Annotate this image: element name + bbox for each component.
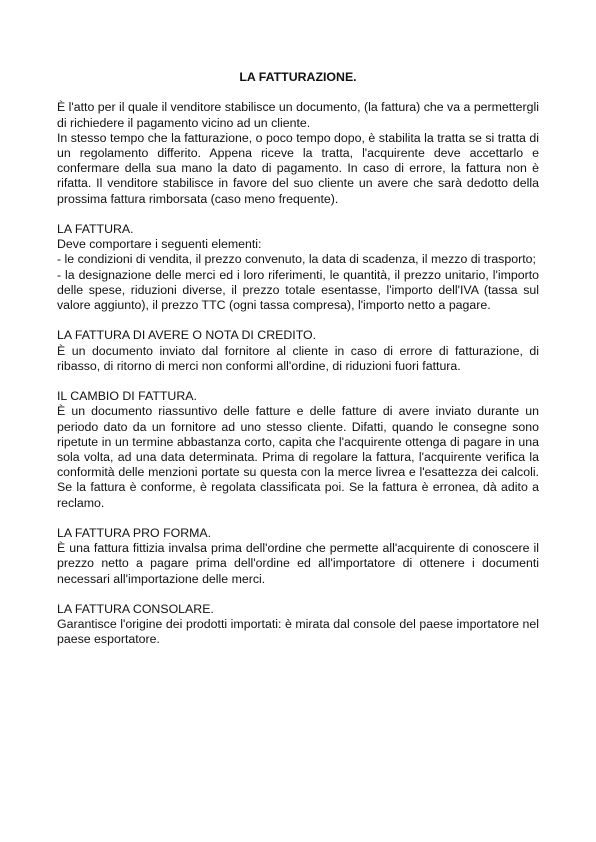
section-heading: IL CAMBIO DI FATTURA. [57, 389, 197, 404]
document-page [57, 70, 539, 648]
section-heading: LA FATTURA DI AVERE O NOTA DI CREDITO. [57, 328, 317, 343]
intro-paragraph-2: In stesso tempo che la fatturazione, o poco tempo dopo, è stabilita la tratta se si tratta di un regolamento differito. Appena riceve la tratta, l'acquirente deve accettarlo e confermare della sua mano la dato di pagamento. In caso di errore, la fattura non è rifatta. Il venditore stabilisce in favore del suo cliente un avere che sarà dedotto della prossima fattura rimborsata (caso meno frequente). [57, 130, 539, 206]
section-paragraph: È un documento riassuntivo delle fatture e delle fatture di avere inviato durante un periodo dato da un fornitore ad uno stesso cliente. Difatti, quando le consegne sono ripetute in un termine abbastanza corto, capita che l'acquirente ottenga di pagare in una sola volta, ad una data determinata. Prima di regolare la fattura, l'acquirente verifica la conformità delle menzioni portate su questa con la merce livrea e l'esattezza dei calcoli. Se la fattura è conforme, è regolata classificata poi. Se la fattura è erronea, dà adito a reclamo. [57, 404, 539, 510]
section-list-item: - le condizioni di vendita, il prezzo convenuto, la data di scadenza, il mezzo di trasporto; [57, 252, 536, 267]
section-heading: LA FATTURA CONSOLARE. [57, 602, 214, 617]
section-fattura-di-avere [57, 328, 539, 374]
section-fattura [57, 222, 539, 313]
document-title: LA FATTURAZIONE. [239, 70, 357, 84]
section-paragraph: È un documento inviato dal fornitore al cliente in caso di errore di fatturazione, di ribasso, di ritorno di merci non conformi all'ordine, di riduzioni fuori fattura. [57, 343, 539, 373]
section-fattura-pro-forma [57, 526, 539, 587]
section-cambio-di-fattura [57, 389, 539, 511]
section-paragraph: Garantisce l'origine dei prodotti importati: è mirata dal console del paese importatore nel paese esportatore. [57, 617, 539, 647]
intro-paragraph-1: È l'atto per il quale il venditore stabilisce un documento, (la fattura) che va a permettergli di richiedere il pagamento vicino ad un cliente. [57, 100, 539, 130]
section-paragraph: Deve comportare i seguenti elementi: [57, 237, 262, 252]
section-heading: LA FATTURA. [57, 222, 134, 236]
section-paragraph: È una fattura fittizia invalsa prima dell'ordine che permette all'acquirente di conoscere il prezzo netto a pagare prima dell'ordine ed all'importatore di ottenere i documenti necessari all'importazione delle merci. [57, 541, 539, 586]
section-fattura-consolare [57, 602, 539, 648]
section-heading: LA FATTURA PRO FORMA. [57, 526, 212, 541]
section-list-item: - la designazione delle merci ed i loro riferimenti, le quantità, il prezzo unitario, l'importo delle spese, riduzioni diverse, il prezzo totale esentasse, l'importo dell'IVA (tassa sul valore aggiunto), il prezzo TTC (ogni tassa compresa), l'importo netto a pagare. [57, 267, 539, 313]
